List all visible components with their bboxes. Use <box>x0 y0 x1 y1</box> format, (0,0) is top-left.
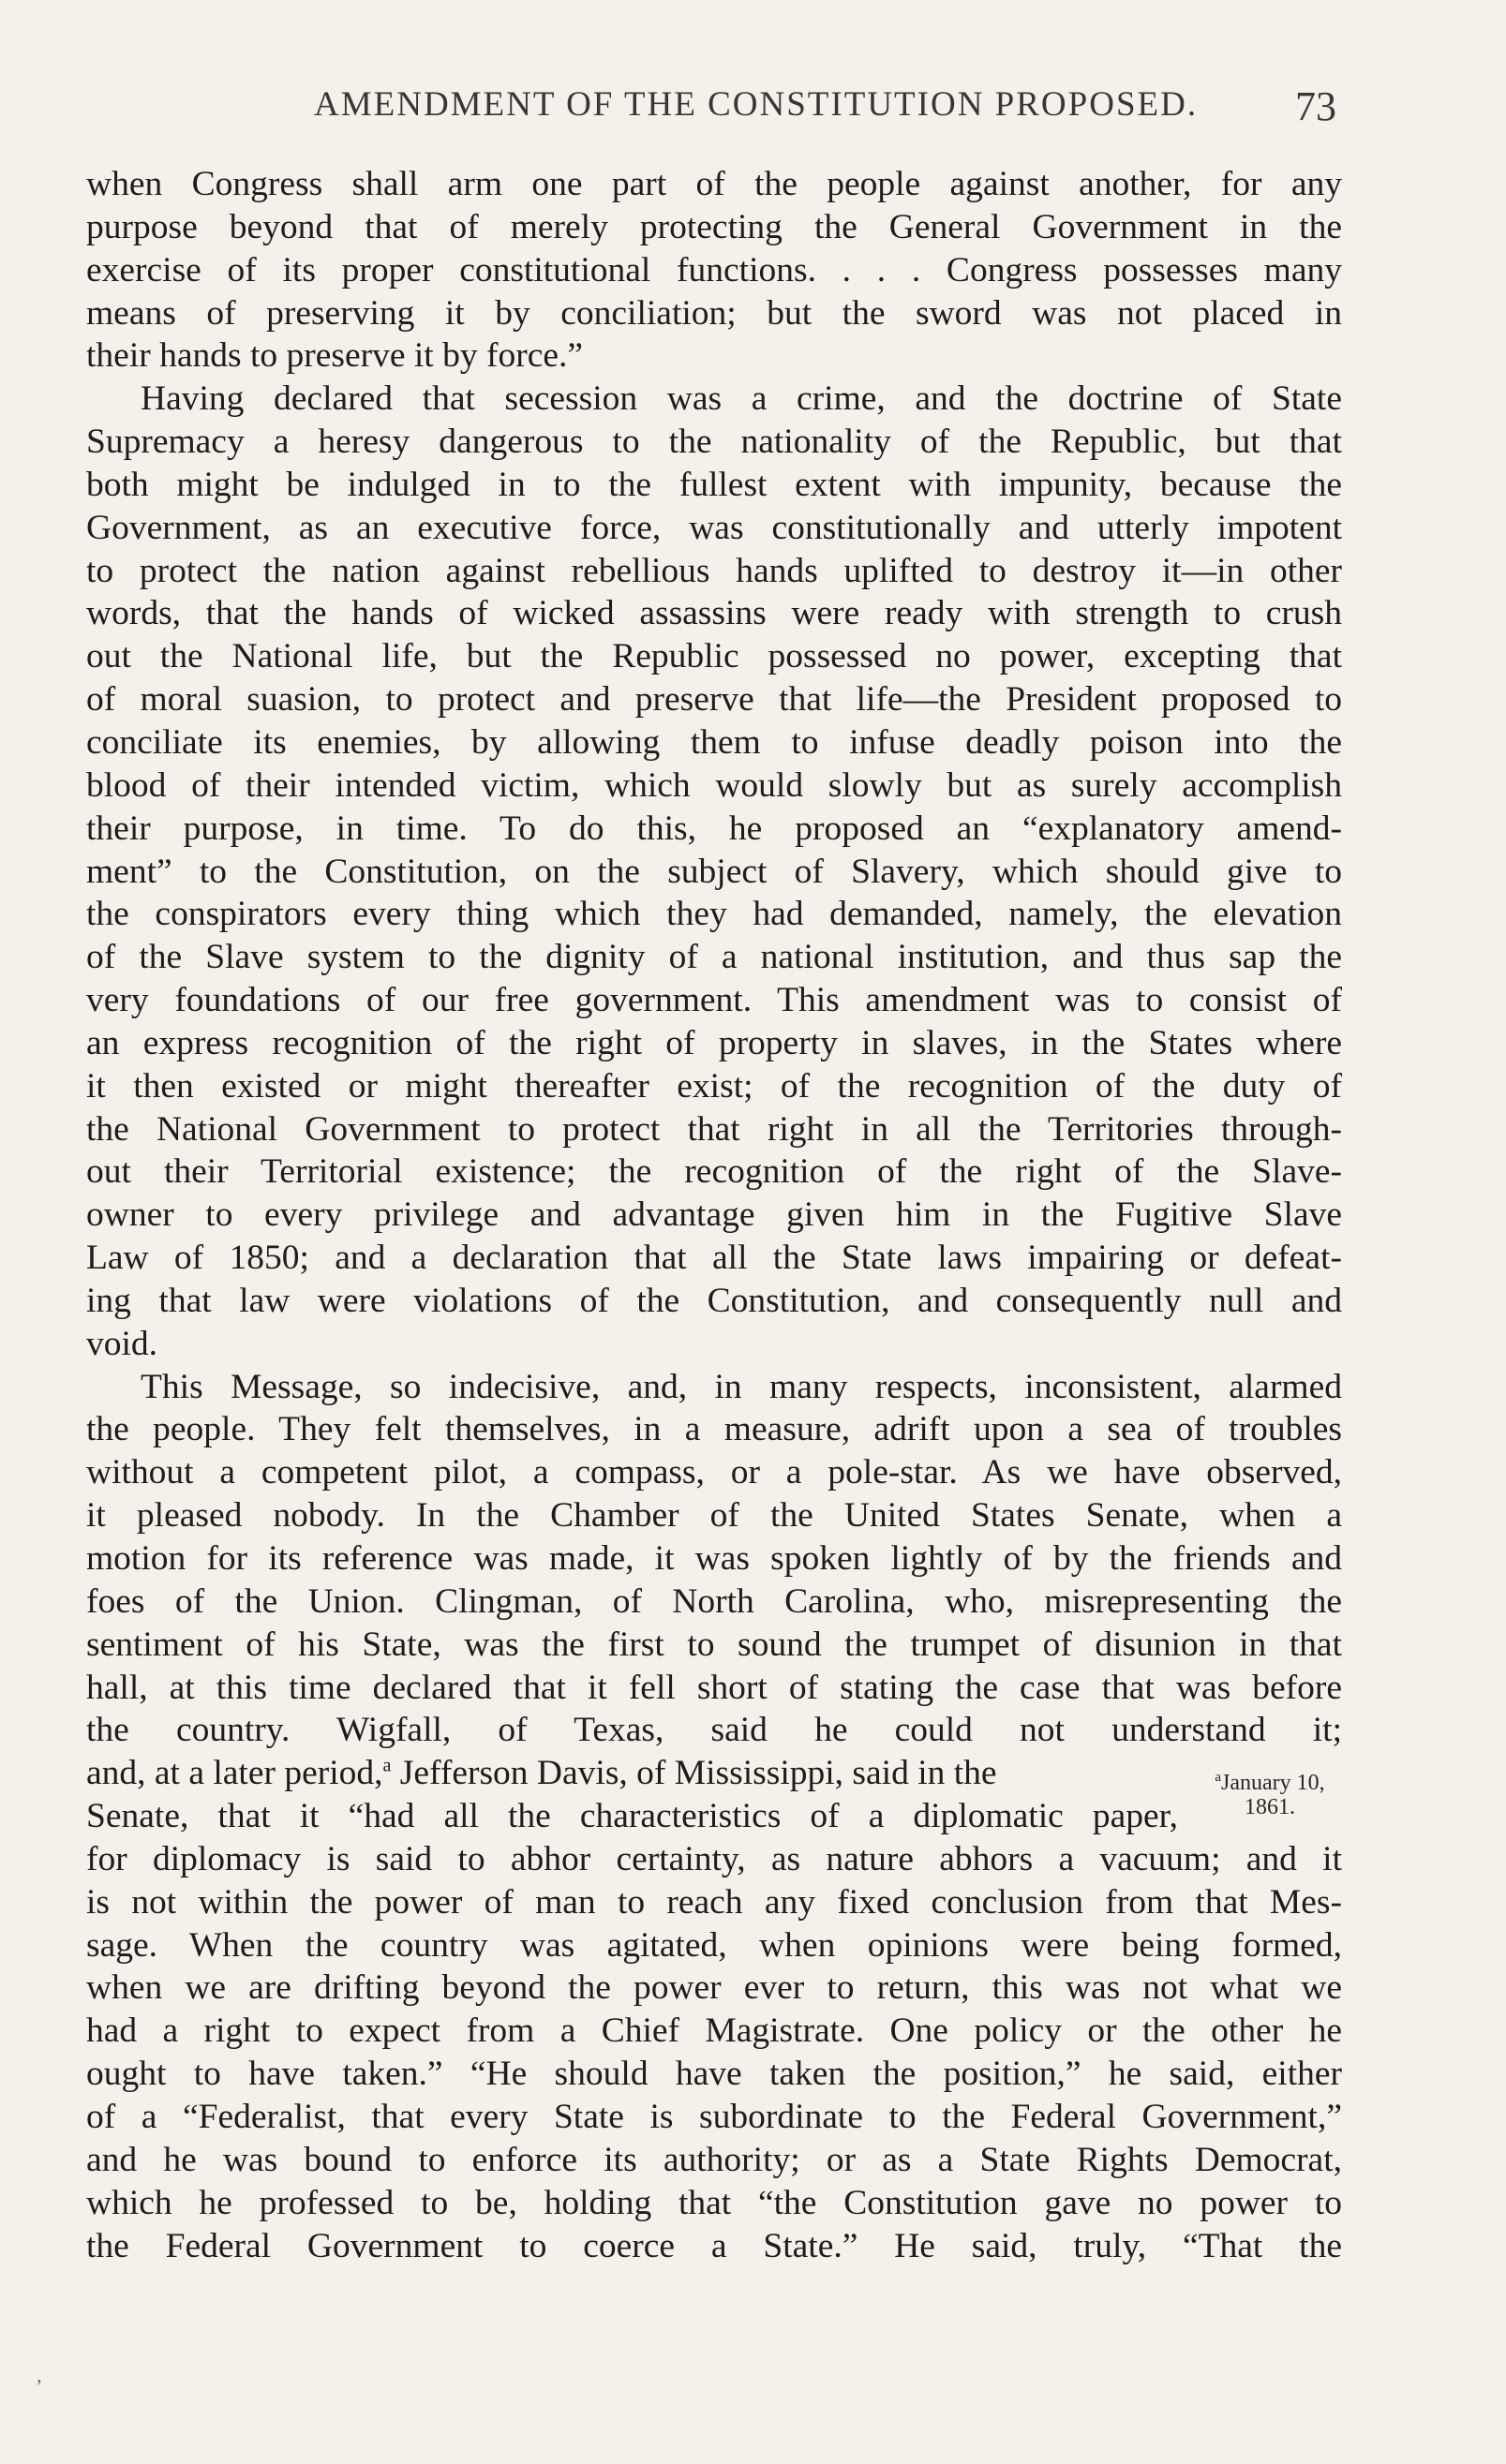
text-line: Government, as an executive force, was constitutionally and utterly impotent <box>86 508 1342 547</box>
text-line: void. <box>86 1324 158 1363</box>
footnote-marker: a <box>382 1755 392 1776</box>
text-line: words, that the hands of wicked assassins were ready with strength to crush <box>86 594 1342 633</box>
text-line-with-footnote <box>86 1752 1178 1795</box>
text-line: out the National life, but the Republic possessed no power, excepting that <box>86 637 1342 676</box>
text-line: without a competent pilot, a compass, or a pole-star. As we have observed, <box>86 1453 1342 1492</box>
text-line: Supremacy a heresy dangerous to the nationality of the Republic, but that <box>86 423 1342 462</box>
text-line: for diplomacy is said to abhor certainty, as nature abhors a vacuum; and it <box>86 1839 1342 1878</box>
text-line: of a “Federalist, that every State is subordinate to the Federal Government,” <box>86 2097 1342 2136</box>
text-line: when we are drifting beyond the power ever to return, this was not what we <box>86 1968 1342 2008</box>
text-line: an express recognition of the right of property in slaves, in the States where <box>86 1023 1342 1062</box>
text-line: the National Government to protect that right in all the Territories through- <box>86 1109 1342 1149</box>
text-line: purpose beyond that of merely protecting the General Government in the <box>86 207 1342 246</box>
text-line: had a right to expect from a Chief Magistrate. One policy or the other he <box>86 2011 1342 2051</box>
margin-note <box>1185 1765 1354 1819</box>
text-line: is not within the power of man to reach any fixed conclusion from that Mes- <box>86 1882 1342 1922</box>
text-line: it then existed or might thereafter exist; of the recognition of the duty of <box>86 1066 1342 1106</box>
body-text <box>86 163 1342 2267</box>
text-line: sentiment of his State, was the first to sound the trumpet of disunion in that <box>86 1625 1342 1664</box>
text-line: sage. When the country was agitated, when opinions were being formed, <box>86 1925 1342 1965</box>
text-fragment: Jefferson Davis, of Mississippi, said in the <box>391 1754 997 1793</box>
text-line: Law of 1850; and a declaration that all the State laws impairing or defeat- <box>86 1239 1342 1278</box>
text-line: the Federal Government to coerce a State.” He said, truly, “That the <box>86 2226 1342 2265</box>
text-line: the country. Wigfall, of Texas, said he could not understand it; <box>86 1711 1342 1750</box>
text-line: both might be indulged in to the fullest extent with impunity, because the <box>86 465 1342 504</box>
text-line: foes of the Union. Clingman, of North Carolina, who, misrepresenting the <box>86 1581 1342 1621</box>
text-line: ment” to the Constitution, on the subject of Slavery, which should give to <box>86 852 1342 891</box>
text-line: motion for its reference was made, it was spoken lightly of by the friends and <box>86 1539 1342 1578</box>
margin-note-date: $^a$January 10, <box>1215 1770 1325 1795</box>
text-line: of moral suasion, to protect and preserve that life—the President proposed to <box>86 680 1342 720</box>
page-number: 73 <box>1295 83 1336 129</box>
text-line: This Message, so indecisive, and, in many respects, inconsistent, alarmed <box>141 1367 1342 1406</box>
text-line: ought to have taken.” “He should have taken the position,” he said, either <box>86 2055 1342 2094</box>
running-header: AMENDMENT OF THE CONSTITUTION PROPOSED. <box>314 85 1199 124</box>
text-line: their hands to preserve it by force.” <box>86 336 583 376</box>
text-line: which he professed to be, holding that “the Constitution gave no power to <box>86 2183 1342 2222</box>
text-line: conciliate its enemies, by allowing them to infuse deadly poison into the <box>86 722 1342 762</box>
text-line: exercise of its proper constitutional functions. . . . Congress possesses many <box>86 250 1342 289</box>
text-line: Having declared that secession was a crime, and the doctrine of State <box>141 379 1342 419</box>
text-line: means of preserving it by conciliation; but the sword was not placed in <box>86 293 1342 333</box>
text-line: blood of their intended victim, which would slowly but as surely accomplish <box>86 765 1342 805</box>
text-line: of the Slave system to the dignity of a national institution, and thus sap the <box>86 938 1342 977</box>
text-line: and he was bound to enforce its authority; or as a State Rights Democrat, <box>86 2140 1342 2179</box>
margin-note-marker: a <box>1215 1770 1222 1785</box>
text-line: Senate, that it “had all the characteristics of a diplomatic paper, <box>86 1797 1178 1836</box>
text-line: their purpose, in time. To do this, he proposed an “explanatory amend- <box>86 809 1342 848</box>
text-line: ing that law were violations of the Constitution, and consequently null and <box>86 1281 1342 1320</box>
text-fragment: and, at a later period, <box>86 1754 383 1793</box>
text-line: when Congress shall arm one part of the people against another, for any <box>86 165 1342 203</box>
text-line: owner to every privilege and advantage given him in the Fugitive Slave <box>86 1195 1342 1235</box>
text-line: hall, at this time declared that it fell short of stating the case that was before <box>86 1668 1342 1707</box>
text-line: the conspirators every thing which they had demanded, namely, the elevation <box>86 895 1342 934</box>
text-line: to protect the nation against rebellious hands uplifted to destroy it—in other <box>86 551 1342 590</box>
text-line: the people. They felt themselves, in a measure, adrift upon a sea of troubles <box>86 1410 1342 1449</box>
text-line: out their Territorial existence; the recognition of the right of the Slave- <box>86 1152 1342 1192</box>
margin-note-year: 1861. <box>1245 1795 1295 1819</box>
text-line: very foundations of our free government. This amendment was to consist of <box>86 981 1342 1020</box>
stray-ink-mark: ʼ <box>36 2375 43 2398</box>
text-line: it pleased nobody. In the Chamber of the United States Senate, when a <box>86 1496 1342 1536</box>
